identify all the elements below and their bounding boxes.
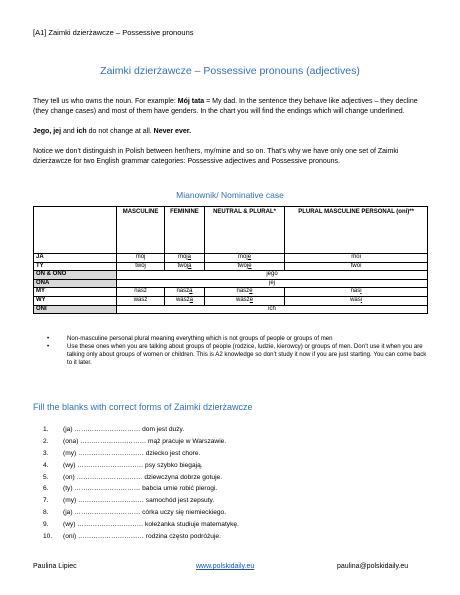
form-cell <box>285 262 428 271</box>
form-stem: twoj <box>237 262 249 269</box>
footnote-item <box>33 335 428 343</box>
document-title: Zaimki dzierżawcze – Possessive pronouns (adjectives) <box>100 65 360 77</box>
exercise-text: (wy) ………………………… psy szybko biegają. <box>63 461 203 469</box>
exercise-number: 5. <box>43 473 49 481</box>
exercise-list <box>33 424 239 543</box>
form-ending: i <box>360 296 363 303</box>
form-stem: nas <box>350 288 361 295</box>
form-cell <box>117 254 165 263</box>
footnote-item <box>33 343 428 367</box>
table-row <box>34 254 428 263</box>
exercise-number: 10. <box>43 533 53 541</box>
exercise-text: (wy) ………………………… koleżanka studiuje matematykę. <box>63 521 239 529</box>
form-cell <box>204 288 284 297</box>
exercise-number: 8. <box>43 509 49 517</box>
pronoun-cell: ONI <box>34 305 117 314</box>
form-ending: e <box>249 288 253 295</box>
table-row <box>34 305 428 314</box>
exercise-item <box>33 495 239 507</box>
column-header: PLURAL MASCULINE PERSONAL (oni)** <box>285 207 428 254</box>
possessive-table <box>33 206 428 314</box>
intro-text: = My dad. In the sentence they behave like adjectives – they decline (they change cases) and most of them have genders. In the chart you will find the endings which will change underlined. <box>33 98 418 115</box>
page-header: [A1] Zaimki dzierżawcze – Possessive pronouns <box>33 28 194 37</box>
form-stem: twój <box>135 262 146 269</box>
exercise-item <box>33 483 239 495</box>
intro-paragraph-3: Notice we don’t distinguish in Polish between her/hers, my/mine and so on. That’s why we have only one set of Zaimki dzierżawcze for two English grammar categories: Possessive adjectives and Possessive pronouns. <box>33 148 399 165</box>
form-cell <box>285 296 428 305</box>
intro-bold: ich <box>76 128 87 135</box>
pronoun-cell: MY <box>34 288 117 297</box>
column-header: NEUTRAL & PLURAL* <box>204 207 284 254</box>
exercise-text: (ja) ………………………… córka uczy się niemieckiego. <box>63 509 227 517</box>
form-ending: a <box>187 254 191 260</box>
table-row <box>34 288 428 297</box>
form-cell <box>165 254 205 263</box>
footnote-text: Use these ones when you are talking about groups of people (rodzice, ludzie, kierowcy) or groups of men. Don’t use it when you are talking only about groups of women or children. This is A2 knowledge so don’t study it now if you are just starting. You can come back to it later. <box>67 343 427 366</box>
case-heading: Mianownik/ Nominative case <box>176 190 284 200</box>
exercise-text: (my) ………………………… dziecko jest chore. <box>63 449 201 457</box>
form-cell <box>165 296 205 305</box>
exercise-text: (ja) ………………………… dom jest duży. <box>63 426 185 433</box>
form-cell <box>285 288 428 297</box>
column-header: FEMININE <box>165 207 205 254</box>
form-stem: nasz <box>134 288 147 295</box>
exercise-item <box>33 519 239 531</box>
exercise-item <box>33 424 239 436</box>
exercise-item <box>33 460 239 472</box>
footer-website-link[interactable]: www.polskidaily.eu <box>196 563 255 570</box>
pronoun-cell: ONA <box>34 279 117 288</box>
form-cell <box>204 262 284 271</box>
bullet-icon: • <box>47 335 50 342</box>
form-ending: i <box>360 288 362 295</box>
intro-bold: Never ever. <box>153 128 192 135</box>
pronoun-cell: WY <box>34 296 117 305</box>
form-cell <box>117 262 165 271</box>
form-stem: twoi <box>350 262 362 269</box>
exercise-number: 6. <box>43 485 49 493</box>
bullet-icon: • <box>47 343 50 350</box>
form-cell <box>285 254 428 263</box>
footnotes-list <box>33 335 428 367</box>
form-stem: wasz <box>236 296 250 303</box>
form-cell <box>117 288 165 297</box>
exercise-item <box>33 448 239 460</box>
header-corner-cell <box>34 207 117 254</box>
exercise-text: (my) ………………………… samochód jest zepsuty. <box>63 497 215 505</box>
footer-author: Paulina Lipiec <box>33 563 77 570</box>
intro-example: Mój tata <box>177 98 205 105</box>
footer-email: paulina@polskidaily.eu <box>337 563 409 570</box>
exercise-item <box>33 472 239 484</box>
intro-text: They tell us who owns the noun. For example: <box>33 98 178 105</box>
form-ending: a <box>188 262 192 269</box>
exercise-text: (ty) ………………………… babcia umie robić pierogi. <box>63 485 218 493</box>
form-stem: nasz <box>236 288 250 295</box>
exercise-number: 4. <box>43 461 49 469</box>
form-cell <box>204 254 284 263</box>
form-stem: was <box>350 296 361 303</box>
exercise-number: 1. <box>43 426 49 433</box>
possessive-table-body <box>34 207 428 314</box>
form-ending: e <box>247 254 252 260</box>
form-stem: wasz <box>175 296 190 303</box>
form-cell <box>117 296 165 305</box>
table-row <box>34 296 428 305</box>
form-cell <box>165 262 205 271</box>
table-row <box>34 279 428 288</box>
merged-form-cell: jego <box>117 271 428 280</box>
exercise-item <box>33 507 239 519</box>
pronoun-cell: ON & ONO <box>34 271 117 280</box>
intro-paragraph-1 <box>33 97 428 116</box>
exercise-number: 2. <box>43 437 49 445</box>
exercise-text: (on) ………………………… dziewczyna dobrze gotuje. <box>63 473 223 481</box>
form-ending: e <box>249 296 254 303</box>
table-row <box>34 262 428 271</box>
pronoun-cell: JA <box>34 254 117 263</box>
form-stem: moj <box>238 254 248 260</box>
intro-bold: Jego, jej <box>33 128 62 135</box>
table-header-row <box>34 207 428 254</box>
intro-text: do not change at all. <box>86 128 154 135</box>
merged-form-cell: ich <box>117 305 428 314</box>
form-stem: moj <box>177 254 188 260</box>
intro-paragraph-2 <box>33 127 428 137</box>
exercise-number: 7. <box>43 497 49 505</box>
exercise-text: (ona) ………………………… mąż pracuje w Warszawie. <box>63 437 227 445</box>
exercise-number: 9. <box>43 521 49 529</box>
pronoun-cell: TY <box>34 262 117 271</box>
intro-text: and <box>61 128 77 135</box>
form-stem: wasz <box>133 296 148 303</box>
merged-form-cell: jej <box>117 279 428 288</box>
form-stem: nasz <box>176 288 190 295</box>
form-ending: a <box>189 296 193 303</box>
column-header: MASCULINE <box>117 207 165 254</box>
exercise-item <box>33 531 239 543</box>
exercise-number: 3. <box>43 449 49 457</box>
form-stem: mój <box>135 254 146 260</box>
table-row <box>34 271 428 280</box>
form-cell <box>165 288 205 297</box>
exercise-heading: Fill the blanks with correct forms of Zaimki dzierżawcze <box>33 402 253 412</box>
footnote-text: Non-masculine personal plural meaning everything which is not groups of people or groups of men <box>67 335 333 342</box>
form-stem: moi <box>351 254 361 260</box>
exercise-text: (oni) ………………………… rodzina często podróżuje. <box>63 533 221 541</box>
form-stem: twoj <box>177 262 189 269</box>
form-ending: e <box>248 262 252 269</box>
form-ending: a <box>189 288 193 295</box>
exercise-item <box>33 436 239 448</box>
form-cell <box>204 296 284 305</box>
